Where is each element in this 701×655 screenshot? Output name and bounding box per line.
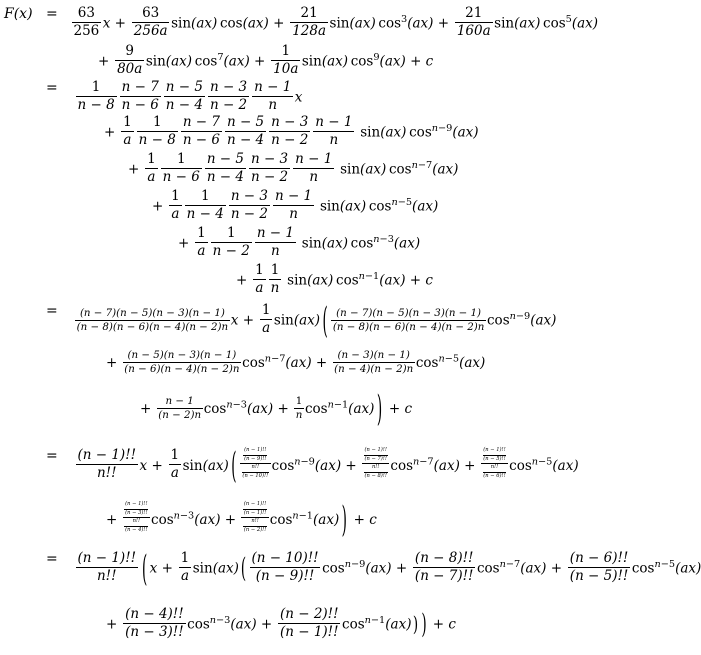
equation-2-line-2: + $\frac{1}{a}$ $\frac{1}{n - 8}$ $\frac{n - 7}{n - 6}$ $\frac{n - 5}{n - 4}$ $\frac{n - 3}{n - 2}$ $\frac{n - 1}{n}$ sin(ax) $\cos^{n-9}(ax)$ (104, 114, 479, 148)
equation-4-line-2: + $\frac{\frac{(n - 1)!!}{(n - 3)!!}}{\frac{n!!}{(n - 4)!!}}$ $\cos^{n-3}(ax)$ + $\frac{\frac{(n - 1)!!}{(n - 1)!!}}{\frac{n!!}{(n - 2)!!}}$ $\cos^{n-1}(ax)$ ) + c (106, 500, 377, 542)
fraction-1-10a: $\frac{1}{10a}$ (273, 43, 299, 77)
equation-2-line-1-body: $\frac{1}{n - 8}$ $\frac{n - 7}{n - 6}$ $\frac{n - 5}{n - 4}$ $\frac{n - 3}{n - 2}$ $\frac{n - 1}{n}$ x (77, 79, 303, 113)
inner-frac-bottom: $\frac{n!!}{(n - 6)!!}$ (483, 464, 506, 479)
inner-frac-top: $\frac{(n - 1)!!}{(n - 9)!!}$ (244, 447, 267, 462)
frac-1-over-n: $\frac{1}{n}$ (295, 395, 303, 422)
frac-n7-over-n6: $\frac{n - 7}{n - 6}$ (121, 79, 159, 113)
fraction-21-160a: $\frac{21}{160a}$ (456, 5, 491, 39)
equation-5-line-1-body: $\frac{(n - 1)!!}{n!!}$ ( x + $\frac{1}{a}$ sin(ax) ( $\frac{(n - 10)!!}{(n - 9)!!}$ $\cos^{n-9}(ax)$ + $\frac{(n - 8)!!}{(n - 7)!!}$ $\cos^{n-7}(ax)$ + $\frac{(n - 6)!!}{(n - 5)!!}$ $\cos^{n-5}(ax)$ (77, 549, 701, 591)
equation-1-line-1-body: $\frac{63}{256}$ x + $\frac{63}{256a}$ sin(ax) cos(ax) + $\frac{21}{128a}$ sin(ax) $\cos^3(ax)$ + $\frac{21}{160a}$ sin(ax) $\cos^5(ax)$ (73, 5, 599, 39)
frac-1-over-a: $\frac{1}{a}$ (197, 225, 206, 259)
frac-product-n7n5n3n1: $\frac{(n - 7)(n - 5)(n - 3)(n - 1)}{(n - 8)(n - 6)(n - 4)(n - 2)n}$ (76, 306, 229, 333)
frac-1-over-a: $\frac{1}{a}$ (123, 114, 132, 148)
nested-frac-n5 (481, 448, 508, 479)
frac-dblfact-n1-n: $\frac{(n - 1)!!}{n!!}$ (77, 550, 137, 584)
inner-frac-top: $\frac{(n - 1)!!}{(n - 5)!!}$ (483, 447, 506, 462)
frac-n8-over-n7: $\frac{(n - 8)!!}{(n - 7)!!}$ (414, 550, 474, 584)
close-paren-big: ) (341, 500, 347, 542)
inner-frac-top: $\frac{(n - 1)!!}{(n - 3)!!}$ (125, 501, 148, 516)
nested-frac-n7 (362, 448, 389, 479)
frac-n1-over-n: $\frac{n - 1}{n}$ (295, 151, 333, 185)
frac-1-over-n: $\frac{1}{n}$ (270, 262, 280, 296)
frac-1-over-n-8: $\frac{1}{n - 8}$ (77, 79, 115, 113)
frac-n2-over-n1: $\frac{(n - 2)!!}{(n - 1)!!}$ (279, 606, 339, 640)
fraction-63-256: $\frac{63}{256}$ (73, 5, 100, 39)
inner-frac-top: $\frac{(n - 1)!!}{(n - 1)!!}$ (243, 501, 267, 516)
equation-2-line-6: + $\frac{1}{a}$ $\frac{1}{n}$ sin(ax) $\cos^{n-1}(ax) + c$ (236, 262, 433, 296)
open-paren-big: ( (322, 301, 328, 343)
fraction-21-128a: $\frac{21}{128a}$ (292, 5, 327, 39)
equation-3-line-1-body: $\frac{(n - 7)(n - 5)(n - 3)(n - 1)}{(n - 8)(n - 6)(n - 4)(n - 2)n}$ x + $\frac{1}{a}$ sin(ax) ( $\frac{(n - 7)(n - 5)(n - 3)(n - 1)}{(n - 8)(n - 6)(n - 4)(n - 2)n}$ $\cos^{n-9}(ax)$ (76, 301, 557, 343)
frac-n3-over-n2: $\frac{n - 3}{n - 2}$ (271, 114, 309, 148)
relation-sign-2: = (46, 80, 58, 96)
frac-n10-over-n9: $\frac{(n - 10)!!}{(n - 9)!!}$ (251, 550, 319, 584)
nested-frac-n3 (123, 502, 150, 533)
equation-1-line-2: + $\frac{9}{80a}$ sin(ax) $\cos^7(ax)$ + $\frac{1}{10a}$ sin(ax) $\cos^9(ax) + c$ (98, 43, 434, 77)
frac-n1-over-n: $\frac{n - 1}{n}$ (254, 79, 292, 113)
function-symbol: F(x) (4, 6, 33, 22)
fraction-9-80a: $\frac{9}{80a}$ (117, 43, 143, 77)
relation-sign-3: = (46, 303, 58, 319)
frac-1-over-a: $\frac{1}{a}$ (170, 447, 180, 481)
close-paren-outer: ) (421, 609, 427, 642)
inner-frac-bottom: $\frac{n!!}{(n - 4)!!}$ (125, 518, 148, 533)
frac-1-over-a: $\frac{1}{a}$ (255, 262, 264, 296)
frac-n5-over-n4: $\frac{n - 5}{n - 4}$ (206, 151, 244, 185)
inner-frac-top: $\frac{(n - 1)!!}{(n - 7)!!}$ (364, 447, 387, 462)
equation-5-line-2: + $\frac{(n - 4)!!}{(n - 3)!!}$ $\cos^{n-3}(ax)$ + $\frac{(n - 2)!!}{(n - 1)!!}$ $\cos^{n-1}(ax)$) ) + c (106, 606, 456, 642)
equation-3-line-2: + $\frac{(n - 5)(n - 3)(n - 1)}{(n - 6)(n - 4)(n - 2)n}$ $\cos^{n-7}(ax)$ + $\frac{(n - 3)(n - 1)}{(n - 4)(n - 2)n}$ $\cos^{n-5}(ax)$ (106, 349, 486, 376)
frac-1-over-n-8: $\frac{1}{n - 8}$ (138, 114, 176, 148)
equation-2-line-4: + $\frac{1}{a}$ $\frac{1}{n - 4}$ $\frac{n - 3}{n - 2}$ $\frac{n - 1}{n}$ sin(ax) $\cos^{n-5}(ax)$ (152, 188, 439, 222)
frac-n6-over-n5: $\frac{(n - 6)!!}{(n - 5)!!}$ (569, 550, 629, 584)
relation-sign-4: = (46, 448, 58, 464)
frac-1-over-n-6: $\frac{1}{n - 6}$ (162, 151, 200, 185)
inner-frac-bottom: $\frac{n!!}{(n - 8)!!}$ (364, 464, 387, 479)
frac-n1-over-n2n: $\frac{n - 1}{(n - 2)n}$ (158, 395, 202, 422)
frac-1-over-n-2: $\frac{1}{n - 2}$ (212, 225, 250, 259)
close-paren-inner: ) (412, 612, 419, 638)
open-paren-outer: ( (141, 549, 148, 591)
frac-n1-over-n: $\frac{n - 1}{n}$ (274, 188, 313, 222)
frac-n5-over-n4: $\frac{n - 5}{n - 4}$ (226, 114, 265, 148)
frac-product-n3n1: $\frac{(n - 3)(n - 1)}{(n - 4)(n - 2)n}$ (334, 349, 414, 376)
close-paren-big: ) (376, 389, 383, 431)
inner-frac-bottom: $\frac{n!!}{(n - 2)!!}$ (243, 518, 267, 533)
equation-2-line-5: + $\frac{1}{a}$ $\frac{1}{n - 2}$ $\frac{n - 1}{n}$ sin(ax) $\cos^{n-3}(ax)$ (178, 225, 421, 259)
nested-frac-n1 (241, 502, 268, 533)
fraction-63-256a: $\frac{63}{256a}$ (133, 5, 168, 39)
equation-4-line-1-body: $\frac{(n - 1)!!}{n!!}$ x + $\frac{1}{a}$ sin(ax) ( $\frac{\frac{(n - 1)!!}{(n - 9)!!}}{\frac{n!!}{(n - 10)!!}}$ $\cos^{n-9}(ax)$ + $\frac{\frac{(n - 1)!!}{(n - 7)!!}}{\frac{n!!}{(n - 8)!!}}$ $\cos^{n-7}(ax)$ + $\frac{\frac{(n - 1)!!}{(n - 5)!!}}{\frac{n!!}{(n - 6)!!}}$ $\cos^{n-5}(ax)$ (77, 446, 579, 488)
inner-frac-bottom: $\frac{n!!}{(n - 10)!!}$ (242, 464, 269, 479)
relation-sign-5: = (46, 551, 58, 567)
equation-2-line-3: + $\frac{1}{a}$ $\frac{1}{n - 6}$ $\frac{n - 5}{n - 4}$ $\frac{n - 3}{n - 2}$ $\frac{n - 1}{n}$ sin(ax) $\cos^{n-7}(ax)$ (128, 151, 459, 185)
frac-n1-over-n: $\frac{n - 1}{n}$ (256, 225, 294, 259)
frac-1-over-a: $\frac{1}{a}$ (171, 188, 180, 222)
equation-3-line-3: + $\frac{n - 1}{(n - 2)n}$ $\cos^{n-3}(ax)$ + $\frac{1}{n}$ $\cos^{n-1}(ax)$ ) + c (140, 389, 412, 431)
open-paren-inner: ( (240, 553, 247, 586)
frac-dblfact-n1-n: $\frac{(n - 1)!!}{n!!}$ (77, 447, 137, 481)
frac-1-over-a: $\frac{1}{a}$ (180, 550, 190, 584)
frac-n3-over-n2: $\frac{n - 3}{n - 2}$ (250, 151, 289, 185)
frac-1-over-a: $\frac{1}{a}$ (147, 151, 156, 185)
frac-n1-over-n: $\frac{n - 1}{n}$ (315, 114, 353, 148)
relation-sign-1: = (46, 6, 58, 22)
frac-1-over-n-4: $\frac{1}{n - 4}$ (186, 188, 224, 222)
frac-n4-over-n3: $\frac{(n - 4)!!}{(n - 3)!!}$ (125, 606, 184, 640)
nested-frac-n9 (240, 448, 271, 479)
frac-product-n7n5n3n1-b: $\frac{(n - 7)(n - 5)(n - 3)(n - 1)}{(n - 8)(n - 6)(n - 4)(n - 2)n}$ (332, 306, 485, 333)
frac-product-n5n3n1: $\frac{(n - 5)(n - 3)(n - 1)}{(n - 6)(n - 4)(n - 2)n}$ (124, 349, 240, 376)
open-paren-big: ( (231, 446, 237, 488)
frac-n5-over-n4: $\frac{n - 5}{n - 4}$ (165, 79, 203, 113)
frac-n7-over-n6: $\frac{n - 7}{n - 6}$ (182, 114, 220, 148)
frac-1-over-a: $\frac{1}{a}$ (261, 302, 271, 336)
frac-n3-over-n2: $\frac{n - 3}{n - 2}$ (230, 188, 268, 222)
frac-n3-over-n2: $\frac{n - 3}{n - 2}$ (209, 79, 248, 113)
